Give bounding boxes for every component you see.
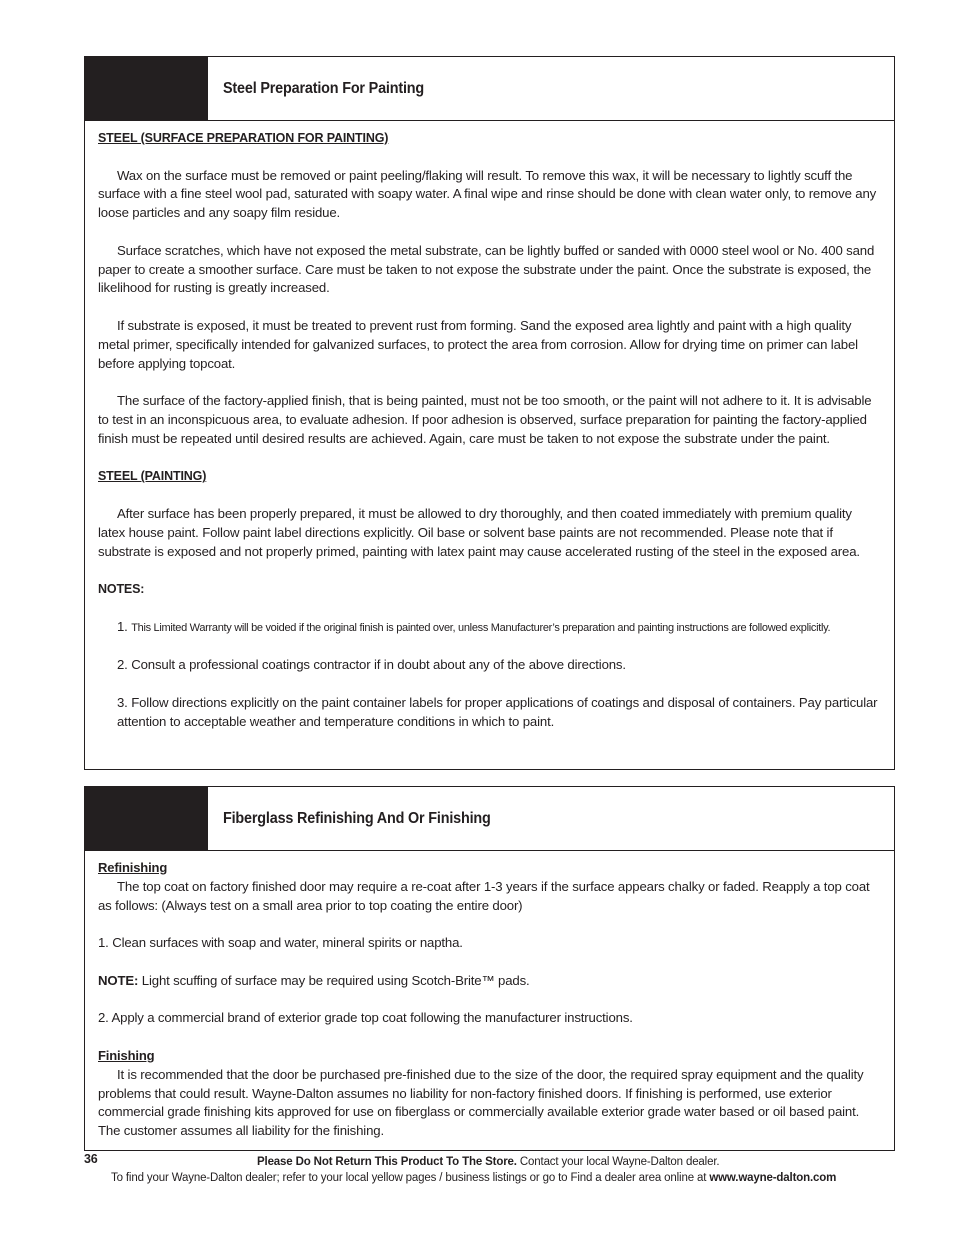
paragraph: After surface has been properly prepared, it must be allowed to dry thoroughly, and then coated immediately with premium quality latex house paint. Follow paint label directions explicitly. Oil base or solvent base paints are not recommended. Please note that if substrate is exposed and not properly primed, painting with latex paint may cause accelerated rusting of the steel in the exposed area. [98,505,860,559]
footer-bold-notice: Please Do Not Return This Product To The Store. [257,1156,517,1168]
steel-preparation-section [84,56,895,770]
header-black-block [85,57,208,120]
paragraph: The top coat on factory finished door may require a re-coat after 1-3 years if the surface appears chalky or faded. Reapply a top coat as follows: (Always test on a small area prior to top coating the entire door) [98,878,870,913]
subheading-surface-preparation: STEEL (SURFACE PREPARATION FOR PAINTING) [98,131,389,145]
subheading-painting: STEEL (PAINTING) [98,469,207,484]
paragraph: Surface scratches, which have not exposed the metal substrate, can be lightly buffed or sanded with 0000 steel wool or No. 400 sand paper to create a smoother surface. Care must be taken to not expose the substrate under the paint. Once the substrate is exposed, the likelihood for rusting is greatly increased. [98,242,875,296]
notes-label: NOTES: [98,582,145,597]
note-text: This Limited Warranty will be voided if the original finish is painted over, unless Manufacturer’s preparation and painting instructions are followed explicitly. [131,621,831,634]
footer-url: www.wayne-dalton.com [709,1172,837,1184]
paragraph: If substrate is exposed, it must be treated to prevent rust from forming. Sand the exposed area lightly and paint with a high quality metal primer, specifically intended for galvanized surfaces, to protect the area from corrosion. Allow for drying time on primer can label before applying topcoat. [98,317,858,371]
paragraph: It is recommended that the door be purchased pre-finished due to the size of the door, the required spray equipment and the quality problems that could result. Wayne-Dalton assumes no liability for non-factory finished doors. If finishing is performed, use exterior commercial grade finishing kits approved for use on fiberglass or commercially available exterior grade water based or oil based paint. The customer assumes all liability for the finishing. [98,1066,864,1139]
footer-contact-text: Contact your local Wayne-Dalton dealer. [516,1156,720,1168]
note-item [98,618,882,638]
step-item: 1. Clean surfaces with soap and water, mineral spirits or naptha. [98,935,463,951]
header-black-block [85,787,208,850]
subheading-refinishing: Refinishing [98,860,168,875]
section-title: Fiberglass Refinishing And Or Finishing [223,809,491,827]
paragraph: Wax on the surface must be removed or paint peeling/flaking will result. To remove this wax, it will be necessary to lightly scuff the surface with a fine steel wool pad, saturated with soapy water. A final wipe and rinse should be done with clean water only, to remove any loose particles and any soapy film residue. [98,167,877,221]
note-number: 1. [117,618,128,634]
note-line [98,972,882,991]
subheading-finishing: Finishing [98,1047,155,1063]
section-body [85,121,894,732]
page-number: 36 [84,1152,98,1166]
section-body [85,851,894,1141]
footer-notice [257,1156,719,1168]
note-text: Light scuffing of surface may be required using Scotch-Brite™ pads. [138,972,530,988]
fiberglass-section [84,786,895,1151]
note-label: NOTE: [98,972,139,988]
section-header [85,57,894,121]
paragraph: The surface of the factory-applied finish, that is being painted, must not be too smooth, or the paint will not adhere to it. It is advisable to test in an inconspicuous area, to evaluate adhesion. If poor adhesion is observed, surface preparation for painting the factory-applied finish must be repeated until desired results are achieved. Again, care must be taken to not expose the substrate under the paint. [98,393,872,446]
step-item: 2. Apply a commercial brand of exterior grade top coat following the manufacturer instructions. [98,1010,633,1026]
section-header [85,787,894,851]
note-item: 2. Consult a professional coatings contractor if in doubt about any of the above directions. [117,657,626,673]
footer-dealer-text: To find your Wayne-Dalton dealer; refer to your local yellow pages / business listings or go to Find a dealer area online at [111,1172,710,1184]
footer-dealer-info [111,1172,836,1184]
section-title: Steel Preparation For Painting [223,79,425,97]
note-item: 3. Follow directions explicitly on the paint container labels for proper applications of coatings and disposal of containers. Pay particular attention to acceptable weather and temperature conditions in which to paint. [117,694,878,729]
